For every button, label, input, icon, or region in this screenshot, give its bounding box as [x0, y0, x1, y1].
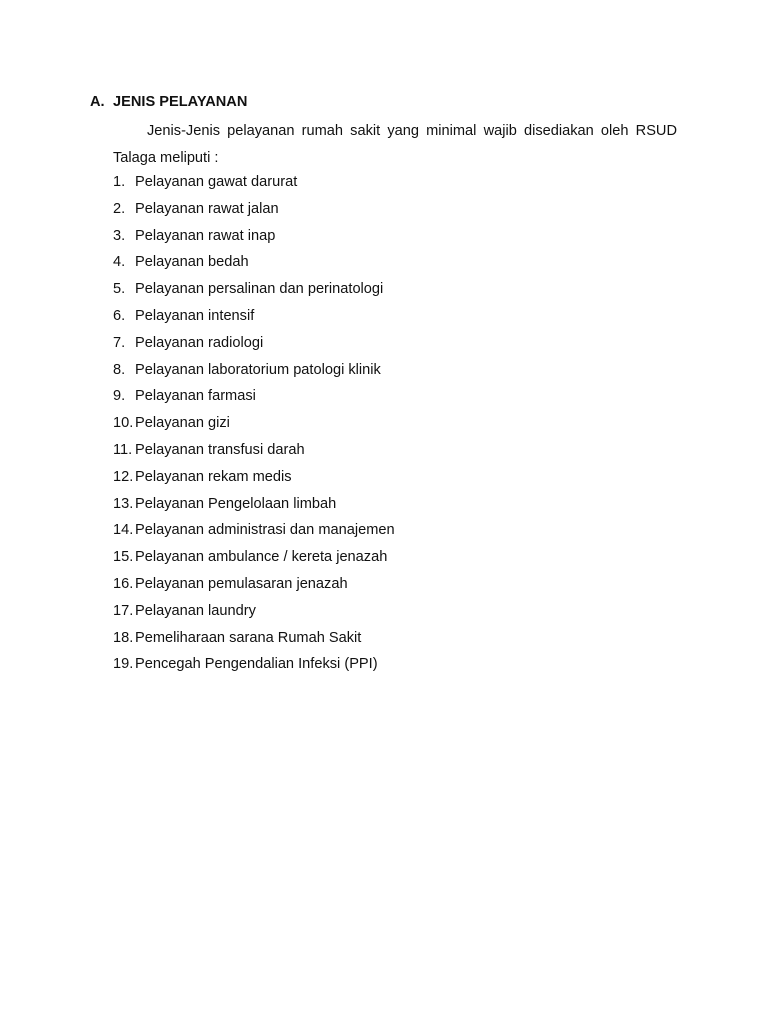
- list-item: [113, 520, 395, 547]
- list-item-number: 19.: [113, 656, 134, 673]
- list-item: [113, 252, 395, 279]
- list-item-label: Pelayanan intensif: [135, 307, 255, 324]
- section-title: JENIS PELAYANAN: [113, 94, 248, 110]
- intro-paragraph: [113, 118, 677, 172]
- section-heading: [90, 92, 247, 112]
- list-item-label: Pelayanan pemulasaran jenazah: [135, 575, 348, 592]
- service-list: [113, 172, 395, 681]
- list-item-label: Pelayanan ambulance / kereta jenazah: [135, 549, 388, 566]
- list-item: [113, 306, 395, 333]
- list-item: [113, 601, 395, 628]
- list-item-label: Pencegah Pengendalian Infeksi (PPI): [135, 656, 378, 673]
- list-item-number: 4.: [113, 254, 126, 271]
- list-item-number: 8.: [113, 361, 126, 378]
- list-item-label: Pelayanan laundry: [135, 602, 256, 619]
- list-item-number: 14.: [113, 522, 134, 539]
- list-item: [113, 413, 395, 440]
- list-item-label: Pelayanan rawat inap: [135, 227, 276, 244]
- list-item-label: Pelayanan rawat jalan: [135, 200, 279, 217]
- list-item-number: 16.: [113, 575, 134, 592]
- list-item-number: 12.: [113, 468, 134, 485]
- list-item-label: Pelayanan bedah: [135, 254, 249, 271]
- list-item: [113, 226, 395, 253]
- list-item-number: 6.: [113, 307, 126, 324]
- list-item-label: Pelayanan gawat darurat: [135, 174, 298, 190]
- list-item-label: Pelayanan persalinan dan perinatologi: [135, 281, 384, 298]
- list-item-number: 9.: [113, 388, 126, 405]
- list-item-label: Pelayanan radiologi: [135, 334, 264, 351]
- list-item-number: 10.: [113, 415, 134, 432]
- list-item: [113, 279, 395, 306]
- list-item: [113, 547, 395, 574]
- list-item-number: 1.: [113, 174, 126, 190]
- list-item-number: 2.: [113, 200, 126, 217]
- list-item-number: 17.: [113, 602, 134, 619]
- list-item: [113, 654, 395, 681]
- list-item: [113, 574, 395, 601]
- list-item-number: 3.: [113, 227, 126, 244]
- intro-line-1: Jenis-Jenis pelayanan rumah sakit yang minimal wajib disediakan oleh RSUD: [147, 123, 677, 139]
- list-item-number: 5.: [113, 281, 126, 298]
- list-item-number: 11.: [113, 441, 133, 458]
- list-item-number: 18.: [113, 629, 134, 646]
- list-item: [113, 386, 395, 413]
- list-item-number: 13.: [113, 495, 134, 512]
- list-item-number: 7.: [113, 334, 126, 351]
- list-item: [113, 628, 395, 655]
- list-item-number: 15.: [113, 549, 134, 566]
- list-item: [113, 360, 395, 387]
- list-item-label: Pelayanan farmasi: [135, 388, 256, 405]
- list-item: [113, 199, 395, 226]
- list-item-label: Pelayanan rekam medis: [135, 468, 292, 485]
- list-item: [113, 440, 395, 467]
- list-item-label: Pelayanan administrasi dan manajemen: [135, 522, 395, 539]
- list-item-label: Pelayanan transfusi darah: [135, 441, 305, 458]
- list-item-label: Pemeliharaan sarana Rumah Sakit: [135, 629, 362, 646]
- intro-line-2: Talaga meliputi :: [113, 150, 219, 166]
- section-letter: A.: [90, 94, 105, 110]
- list-item: [113, 172, 395, 199]
- list-item-label: Pelayanan Pengelolaan limbah: [135, 495, 337, 512]
- list-item: [113, 494, 395, 521]
- list-item-label: Pelayanan gizi: [135, 415, 230, 432]
- list-item-label: Pelayanan laboratorium patologi klinik: [135, 361, 381, 378]
- list-item: [113, 467, 395, 494]
- list-item: [113, 333, 395, 360]
